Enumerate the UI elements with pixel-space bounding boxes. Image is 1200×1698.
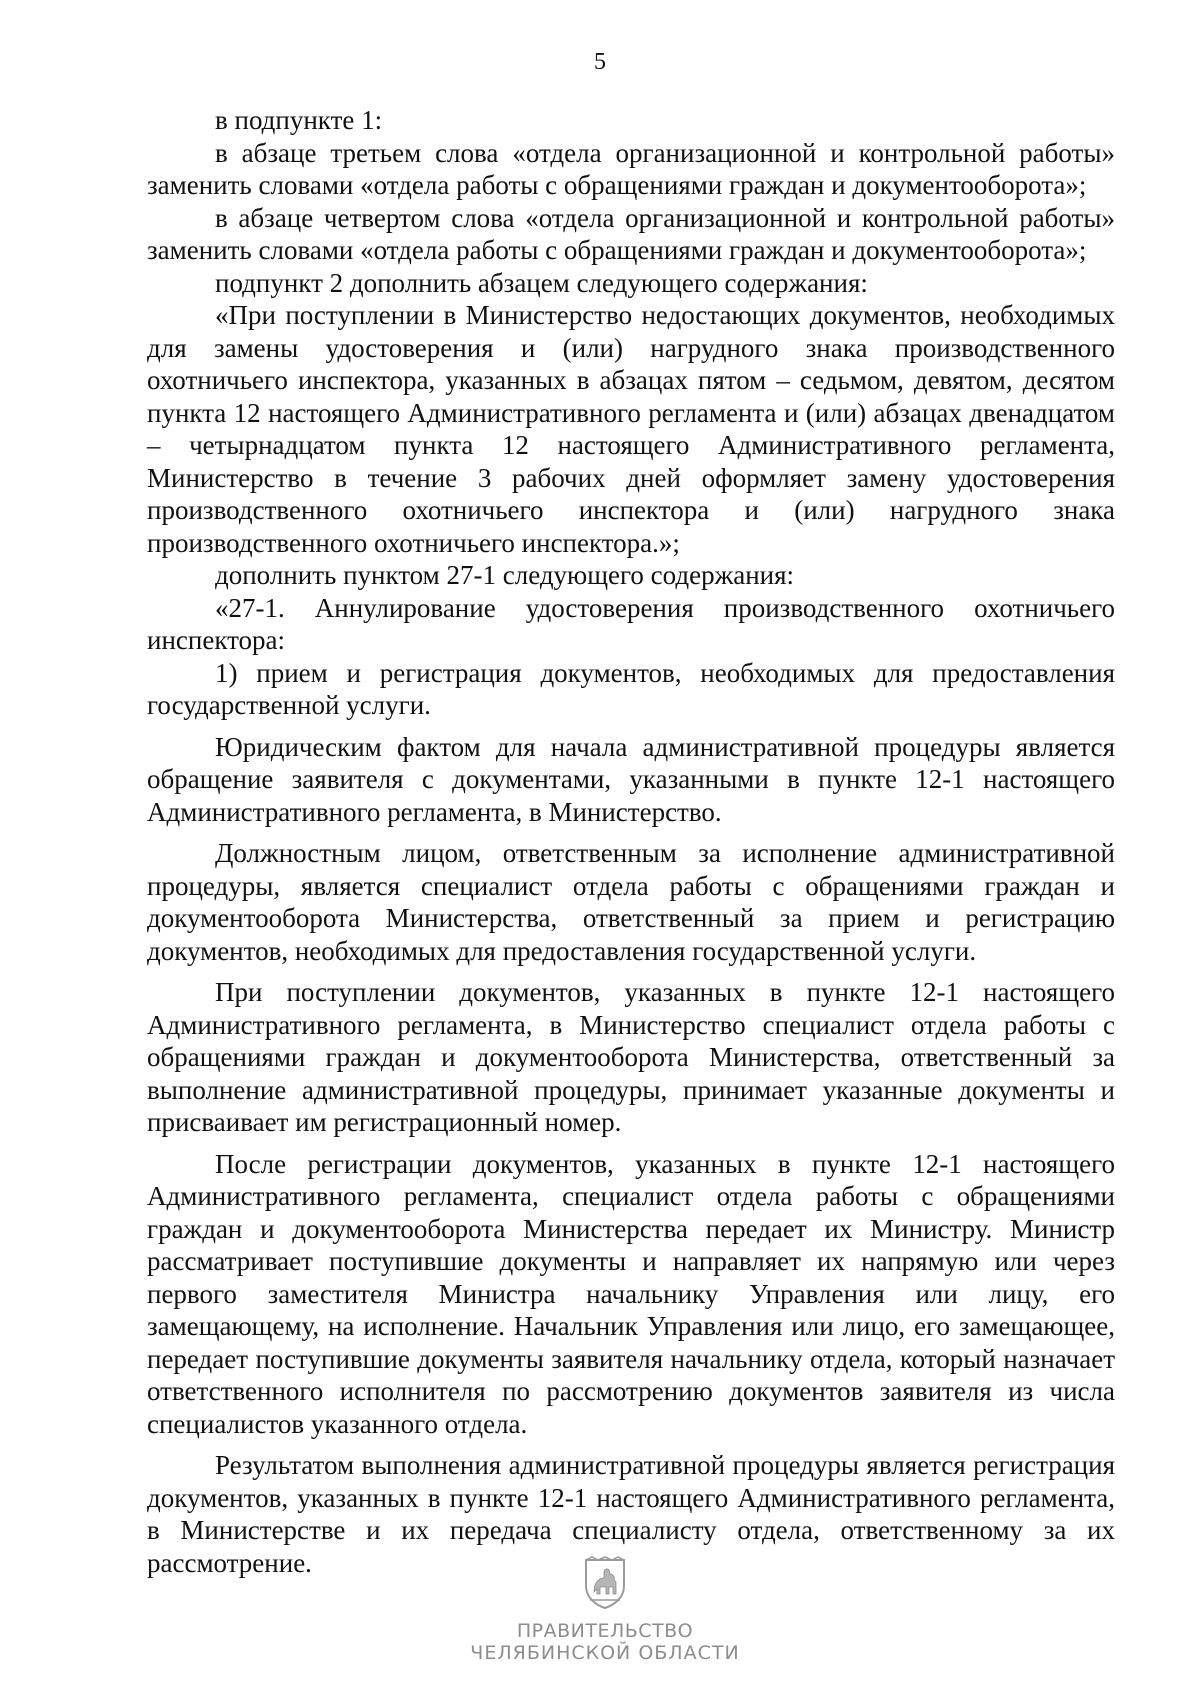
paragraph: После регистрации документов, указанных в пункте 12-1 настоящего Административного регламента, специалист отдела работы с обращениями граждан и документооборота Министерства передает их Министру. Министр рассматривает поступившие документы и направляет их напрямую или через первого заместителя Министра начальнику Управления или лицу, его замещающему, на исполнение. Начальник Управления или лицо, его замещающее, передает поступившие документы заявителя начальнику отдела, который назначает ответственного исполнителя по рассмотрению документов заявителя из числа специалистов указанного отдела. (147, 1148, 1115, 1439)
chelyabinsk-coat-of-arms-icon (582, 1556, 628, 1610)
stamp-line-1: ПРАВИТЕЛЬСТВО (516, 1620, 694, 1642)
paragraph: 1) прием и регистрация документов, необходимых для предоставления государственной услуги. (147, 657, 1115, 720)
paragraph: При поступлении документов, указанных в пункте 12-1 настоящего Административного регламента, в Министерство специалист отдела работы с обращениями граждан и документооборота Министерства, ответственный за выполнение административной процедуры, принимает указанные документы и присваивает им регистрационный номер. (147, 977, 1115, 1137)
paragraph: дополнить пунктом 27-1 следующего содержания: (215, 560, 795, 590)
paragraph: Юридическим фактом для начала административной процедуры является обращение заявителя с документами, указанными в пункте 12-1 настоящего Административного регламента, в Министерство. (147, 731, 1115, 827)
page-number: 5 (594, 49, 606, 75)
paragraph: «При поступлении в Министерство недостающих документов, необходимых для замены удостоверения и (или) нагрудного знака производственного охотничьего инспектора, указанных в абзацах пятом – седьмом, девятом, десятом пункта 12 настоящего Административного регламента и (или) абзацах двенадцатом – четырнадцатом пункта 12 настоящего Административного регламента, Министерство в течение 3 рабочих дней оформляет замену удостоверения производственного охотничьего инспектора и (или) нагрудного знака производственного охотничьего инспектора.»; (147, 300, 1115, 558)
paragraph: Должностным лицом, ответственным за исполнение административной процедуры, является специалист отдела работы с обращениями граждан и документооборота Министерства, ответственный за прием и регистрацию документов, необходимых для предоставления государственной услуги. (147, 838, 1115, 966)
paragraph: в абзаце четвертом слова «отдела организационной и контрольной работы» заменить словами «отдела работы с обращениями граждан и документооборота»; (147, 202, 1115, 265)
government-stamp (470, 1556, 740, 1686)
paragraph: в подпункте 1: (215, 105, 383, 135)
paragraph: «27-1. Аннулирование удостоверения производственного охотничьего инспектора: (147, 592, 1115, 655)
document-body (147, 104, 1115, 1579)
stamp-line-2: ЧЕЛЯБИНСКОЙ ОБЛАСТИ (470, 1642, 740, 1664)
paragraph: в абзаце третьем слова «отдела организационной и контрольной работы» заменить словами «отдела работы с обращениями граждан и документооборота»; (147, 137, 1115, 200)
paragraph: Результатом выполнения административной процедуры является регистрация документов, указанных в пункте 12-1 настоящего Административного регламента, в Министерстве и их передача специалисту отдела, ответственному за их рассмотрение. (147, 1450, 1115, 1578)
paragraph: подпункт 2 дополнить абзацем следующего содержания: (215, 267, 868, 298)
